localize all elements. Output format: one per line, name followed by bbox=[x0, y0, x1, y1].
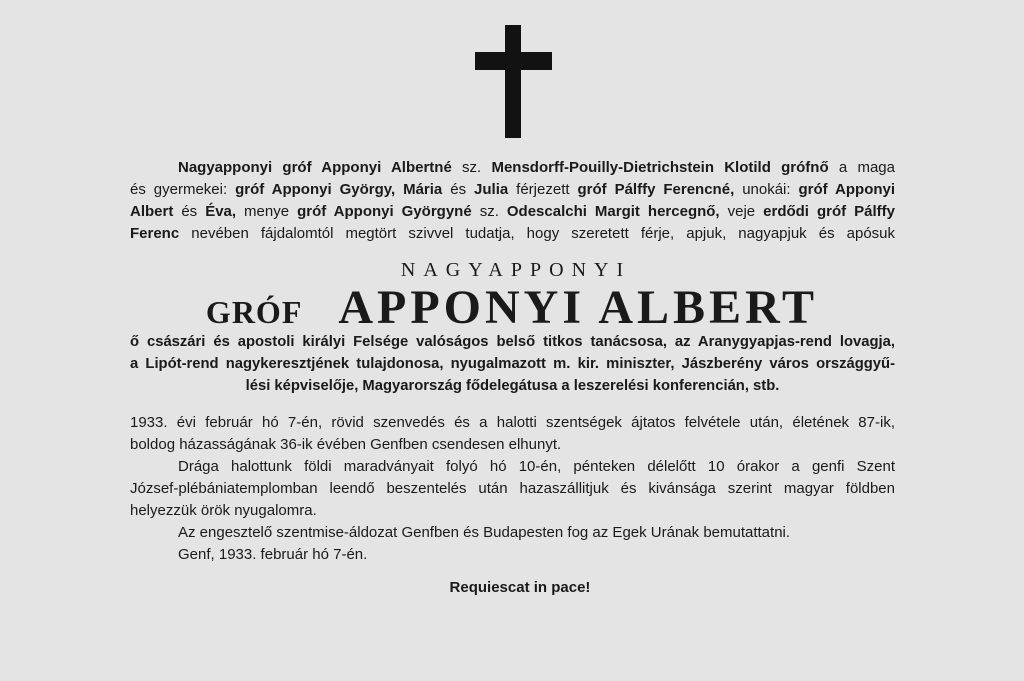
deceased-name-heading bbox=[0, 281, 1024, 334]
cross-vertical-bar bbox=[505, 25, 521, 138]
cross-horizontal-bar bbox=[475, 52, 552, 70]
intro-segment: és gyermekei: bbox=[130, 181, 228, 198]
notice-line: boldog házasságának 36-ik évében Genfben csendesen elhunyt. bbox=[130, 436, 562, 453]
intro-segment: sz. bbox=[479, 203, 499, 220]
intro-segment: gróf Apponyi György, Mária bbox=[235, 181, 443, 198]
intro-segment: nevében fájdalomtól megtört szivvel tudatja, hogy szeretett férje, apjuk, nagyapjuk és apósuk bbox=[191, 225, 895, 242]
honours-paragraph bbox=[130, 331, 895, 397]
name-prefix: NAGYAPPONYI bbox=[400, 259, 632, 281]
intro-segment: menye bbox=[244, 203, 290, 220]
intro-segment: sz. bbox=[462, 159, 482, 176]
intro-line bbox=[130, 201, 895, 223]
intro-segment: erdődi gróf Pálffy bbox=[763, 203, 895, 220]
intro-segment: unokái: bbox=[742, 181, 791, 198]
intro-segment: Éva, bbox=[205, 203, 237, 220]
latin-cross-icon bbox=[0, 0, 1024, 150]
intro-segment: és bbox=[450, 181, 467, 198]
honours-line: lési képviselője, Magyarország fődelegátusa a leszerelési konferencián, stb. bbox=[245, 378, 780, 394]
intro-segment: Ferenc bbox=[130, 225, 180, 242]
notice-line: Drága halottunk földi maradványait folyó hó 10-én, pénteken délelőtt 10 órakor a genfi Szent bbox=[178, 458, 895, 475]
honours-line: ő császári és apostoli királyi Felsége valóságos belső titkos tanácsosa, az Aranygyapjas-rend lovagja, bbox=[130, 334, 895, 350]
notice-line: József-plébániatemplomban leendő beszentelés után hazaszállitjuk és kivánsága szerint magyar földben bbox=[130, 480, 895, 497]
deceased-name: APPONYI ALBERT bbox=[338, 281, 819, 334]
intro-segment: a maga bbox=[838, 159, 895, 176]
notice-line: Genf, 1933. február hó 7-én. bbox=[178, 546, 368, 563]
intro-segment: Odescalchi Margit hercegnő, bbox=[506, 203, 720, 220]
intro-segment: és bbox=[181, 203, 198, 220]
intro-segment: gróf Apponyi bbox=[798, 181, 896, 198]
intro-line bbox=[130, 223, 895, 245]
notice-paragraph bbox=[130, 412, 895, 566]
notice-line: 1933. évi február hó 7-én, rövid szenvedés és a halotti szentségek ájtatos felvétele után, életének 87-ik, bbox=[130, 414, 895, 431]
intro-segment: veje bbox=[727, 203, 756, 220]
honours-line: a Lipót-rend nagykeresztjének tulajdonosa, nyugalmazott m. kir. miniszter, Jászberény város országgyű- bbox=[130, 356, 895, 372]
intro-segment: Nagyapponyi gróf Apponyi Albertné bbox=[178, 159, 452, 176]
intro-segment: férjezett bbox=[516, 181, 570, 198]
intro-segment: Julia bbox=[474, 181, 509, 198]
intro-segment: gróf Pálffy Ferencné, bbox=[577, 181, 735, 198]
intro-segment: Mensdorff-Pouilly-Dietrichstein Klotild grófnő bbox=[491, 159, 829, 176]
deceased-rank: GRÓF bbox=[205, 294, 303, 330]
intro-segment: Albert bbox=[130, 203, 174, 220]
closing-blessing: Requiescat in pace! bbox=[449, 579, 591, 596]
notice-line: Az engesztelő szentmise-áldozat Genfben és Budapesten fog az Egek Urának bemutattatni. bbox=[178, 524, 791, 541]
notice-line: helyezzük örök nyugalomra. bbox=[130, 502, 317, 519]
intro-line bbox=[130, 179, 895, 201]
intro-line bbox=[130, 157, 895, 179]
intro-paragraph bbox=[130, 157, 895, 245]
intro-segment: gróf Apponyi Györgyné bbox=[297, 203, 472, 220]
